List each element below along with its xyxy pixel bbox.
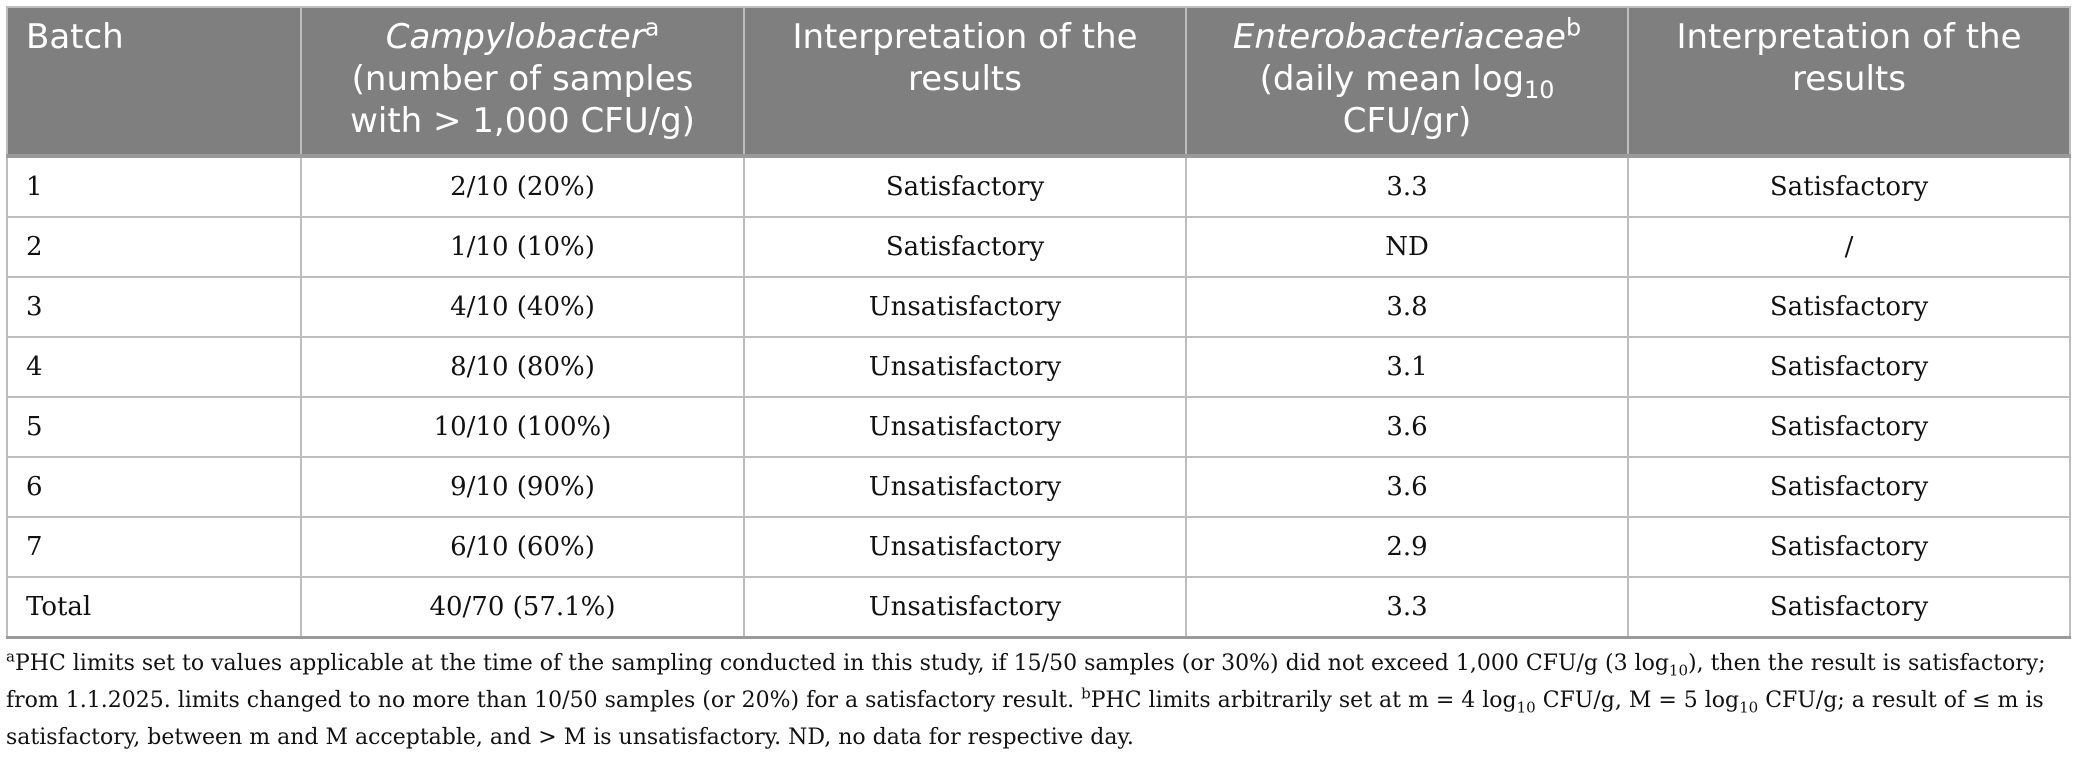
cell-batch: 1 <box>7 156 301 217</box>
footnote-b-text: PHC limits arbitrarily set at m = 4 log <box>1090 688 1517 713</box>
cell-batch: 4 <box>7 337 301 397</box>
cell-interpretation-2: / <box>1628 217 2070 277</box>
cell-enterobacteriaceae: 2.9 <box>1186 517 1628 577</box>
cell-enterobacteriaceae: 3.1 <box>1186 337 1628 397</box>
campylobacter-desc: (number of samples with > 1,000 CFU/g) <box>350 59 695 141</box>
cell-interpretation-2: Satisfactory <box>1628 457 2070 517</box>
header-campylobacter: Campylobacter$^a$ (number of samples with > 1,000 CFU/g) <box>301 7 744 156</box>
results-table <box>6 6 2071 639</box>
cell-interpretation-1: Unsatisfactory <box>744 517 1186 577</box>
cell-interpretation-2: Satisfactory <box>1628 277 2070 337</box>
header-row <box>7 7 2070 156</box>
cell-interpretation-2: Satisfactory <box>1628 517 2070 577</box>
table-row <box>7 517 2070 577</box>
cell-interpretation-1: Satisfactory <box>744 217 1186 277</box>
enterobacteriaceae-name: Enterobacteriaceae <box>1232 17 1566 57</box>
header-batch: Batch <box>7 7 301 156</box>
cell-campylobacter: 8/10 (80%) <box>301 337 744 397</box>
header-interpretation-1: Interpretation of the results <box>744 7 1186 156</box>
cell-enterobacteriaceae: 3.6 <box>1186 397 1628 457</box>
table-row <box>7 337 2070 397</box>
cell-campylobacter: 2/10 (20%) <box>301 156 744 217</box>
cell-campylobacter: 10/10 (100%) <box>301 397 744 457</box>
cell-interpretation-1: Satisfactory <box>744 156 1186 217</box>
table-row <box>7 217 2070 277</box>
header-enterobacteriaceae: Enterobacteriaceae$^b$ (daily mean $\log_{10} CFU/gr$) <box>1186 7 1628 156</box>
cell-campylobacter: 4/10 (40%) <box>301 277 744 337</box>
cell-batch: Total <box>7 577 301 638</box>
table-container <box>6 6 2069 756</box>
cell-campylobacter: 6/10 (60%) <box>301 517 744 577</box>
cell-enterobacteriaceae: 3.8 <box>1186 277 1628 337</box>
cell-enterobacteriaceae: ND <box>1186 217 1628 277</box>
table-footnotes: $^a$PHC limits set to values applicable at the time of the sampling conducted in this study, if 15/50 samples (or 30%) did not exceed 1,000 CFU/g (3 $\log_{10}$), then the result is satisfactory; from 1.1.2025. limits changed to no more than 10/50 samples (or 20%) for a satisfactory result. $^b$PHC limits arbitrarily set at m = 4 $\log_{10} CFU/g$, M = 5 $\log_{10} CFU/g$; a result of ≤ m is satisfactory, between m and M acceptable, and > M is unsatisfactory. ND, no data for respective day. <box>6 647 2046 750</box>
table-row <box>7 277 2070 337</box>
footnote-a-mark: a <box>6 647 15 666</box>
cell-enterobacteriaceae: 3.3 <box>1186 156 1628 217</box>
header-interpretation-2: Interpretation of the results <box>1628 7 2070 156</box>
cell-campylobacter: 40/70 (57.1%) <box>301 577 744 638</box>
cell-interpretation-1: Unsatisfactory <box>744 457 1186 517</box>
table-row <box>7 397 2070 457</box>
table-row <box>7 156 2070 217</box>
table-row <box>7 457 2070 517</box>
table-row-total <box>7 577 2070 638</box>
cell-interpretation-2: Satisfactory <box>1628 577 2070 638</box>
cell-interpretation-1: Unsatisfactory <box>744 337 1186 397</box>
cell-batch: 6 <box>7 457 301 517</box>
cell-interpretation-1: Unsatisfactory <box>744 577 1186 638</box>
cell-campylobacter: 9/10 (90%) <box>301 457 744 517</box>
cell-batch: 5 <box>7 397 301 457</box>
campylobacter-name: Campylobacter <box>385 17 645 57</box>
cell-campylobacter: 1/10 (10%) <box>301 217 744 277</box>
cell-batch: 3 <box>7 277 301 337</box>
cell-interpretation-1: Unsatisfactory <box>744 397 1186 457</box>
cell-enterobacteriaceae: 3.3 <box>1186 577 1628 638</box>
cell-batch: 2 <box>7 217 301 277</box>
cell-interpretation-2: Satisfactory <box>1628 337 2070 397</box>
cell-interpretation-2: Satisfactory <box>1628 156 2070 217</box>
cell-enterobacteriaceae: 3.6 <box>1186 457 1628 517</box>
cell-batch: 7 <box>7 517 301 577</box>
cell-interpretation-1: Unsatisfactory <box>744 277 1186 337</box>
footnote-b-mark: b <box>1081 684 1091 703</box>
cell-interpretation-2: Satisfactory <box>1628 397 2070 457</box>
footnote-a-text: PHC limits set to values applicable at the time of the sampling conducted in this study, if 15/50 samples (or 30%) did not exceed 1,000 CFU/g (3 log <box>14 651 1669 676</box>
